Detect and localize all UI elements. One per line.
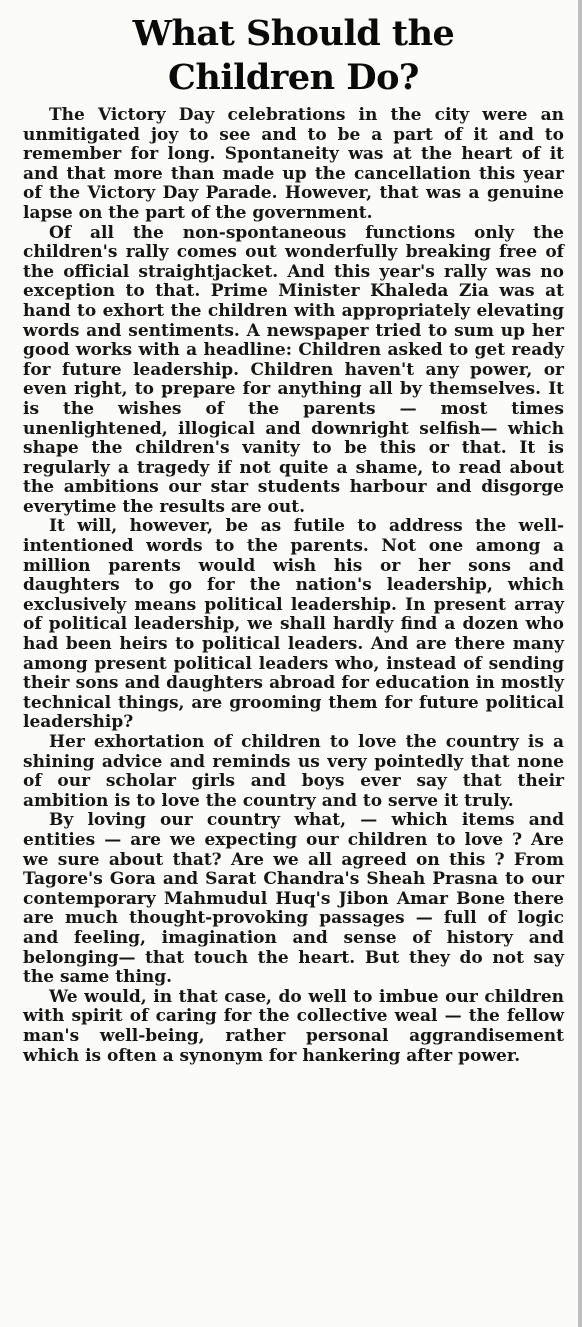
- article-body: [23, 106, 564, 1066]
- scan-edge: [578, 0, 582, 1327]
- article-paragraph-1: The Victory Day celebrations in the city were an unmitigated joy to see and to be a part of it and to remember for long. Spontaneity was at the heart of it and that more than made up the cancellation this year of the Victory Day Parade. However, that was a genuine lapse on the part of the government.: [23, 105, 564, 223]
- article-paragraph-5: By loving our country what, — which items and entities — are we expecting our children to love ? Are we sure about that? Are we all agreed on this ? From Tagore's Gora and Sarat Chandra's Sheah Prasna to our contemporary Mahmudul Huq's Jibon Amar Bone there are much thought-provoking passages — full of logic and feeling, imagination and sense of history and belonging— that touch the heart. But they do not say the same thing.: [23, 810, 564, 988]
- article-paragraph-3: It will, however, be as futile to address the well-intentioned words to the parents. Not one among a million parents would wish his or her sons and daughters to go for the nation's leadership, which exclusively means political leadership. In present array of political leadership, we shall hardly find a dozen who had been heirs to political leaders. And are there many among present political leaders who, instead of sending their sons and daughters abroad for education in mostly technical things, are grooming them for future political leadership?: [23, 516, 564, 733]
- article-paragraph-2: Of all the non-spontaneous functions only the children's rally comes out wonderfully breaking free of the official straightjacket. And this year's rally was no exception to that. Prime Minister Khaleda Zia was at hand to exhort the children with appropriately elevating words and sentiments. A newspaper tried to sum up her good works with a headline: Children asked to get ready for future leadership. Children haven't any power, or even right, to prepare for anything all by themselves. It is the wishes of the parents — most times unenlightened, illogical and downright selfish— which shape the children's vanity to be this or that. It is regularly a tragedy if not quite a shame, to read about the ambitions our star students harbour and disgorge everytime the results are out.: [23, 222, 564, 517]
- article-paragraph-4: Her exhortation of children to love the country is a shining advice and reminds us very pointedly that none of our scholar girls and boys ever say that their ambition is to love the country and to serve it truly.: [23, 732, 564, 811]
- headline-line-2: Children Do?: [168, 57, 419, 98]
- article-headline: [23, 12, 564, 100]
- headline-line-1: What Should the: [132, 13, 455, 54]
- article-paragraph-6: We would, in that case, do well to imbue our children with spirit of caring for the collective weal — the fellow man's well-being, rather personal aggrandisement which is often a synonym for hankering after power.: [23, 986, 564, 1066]
